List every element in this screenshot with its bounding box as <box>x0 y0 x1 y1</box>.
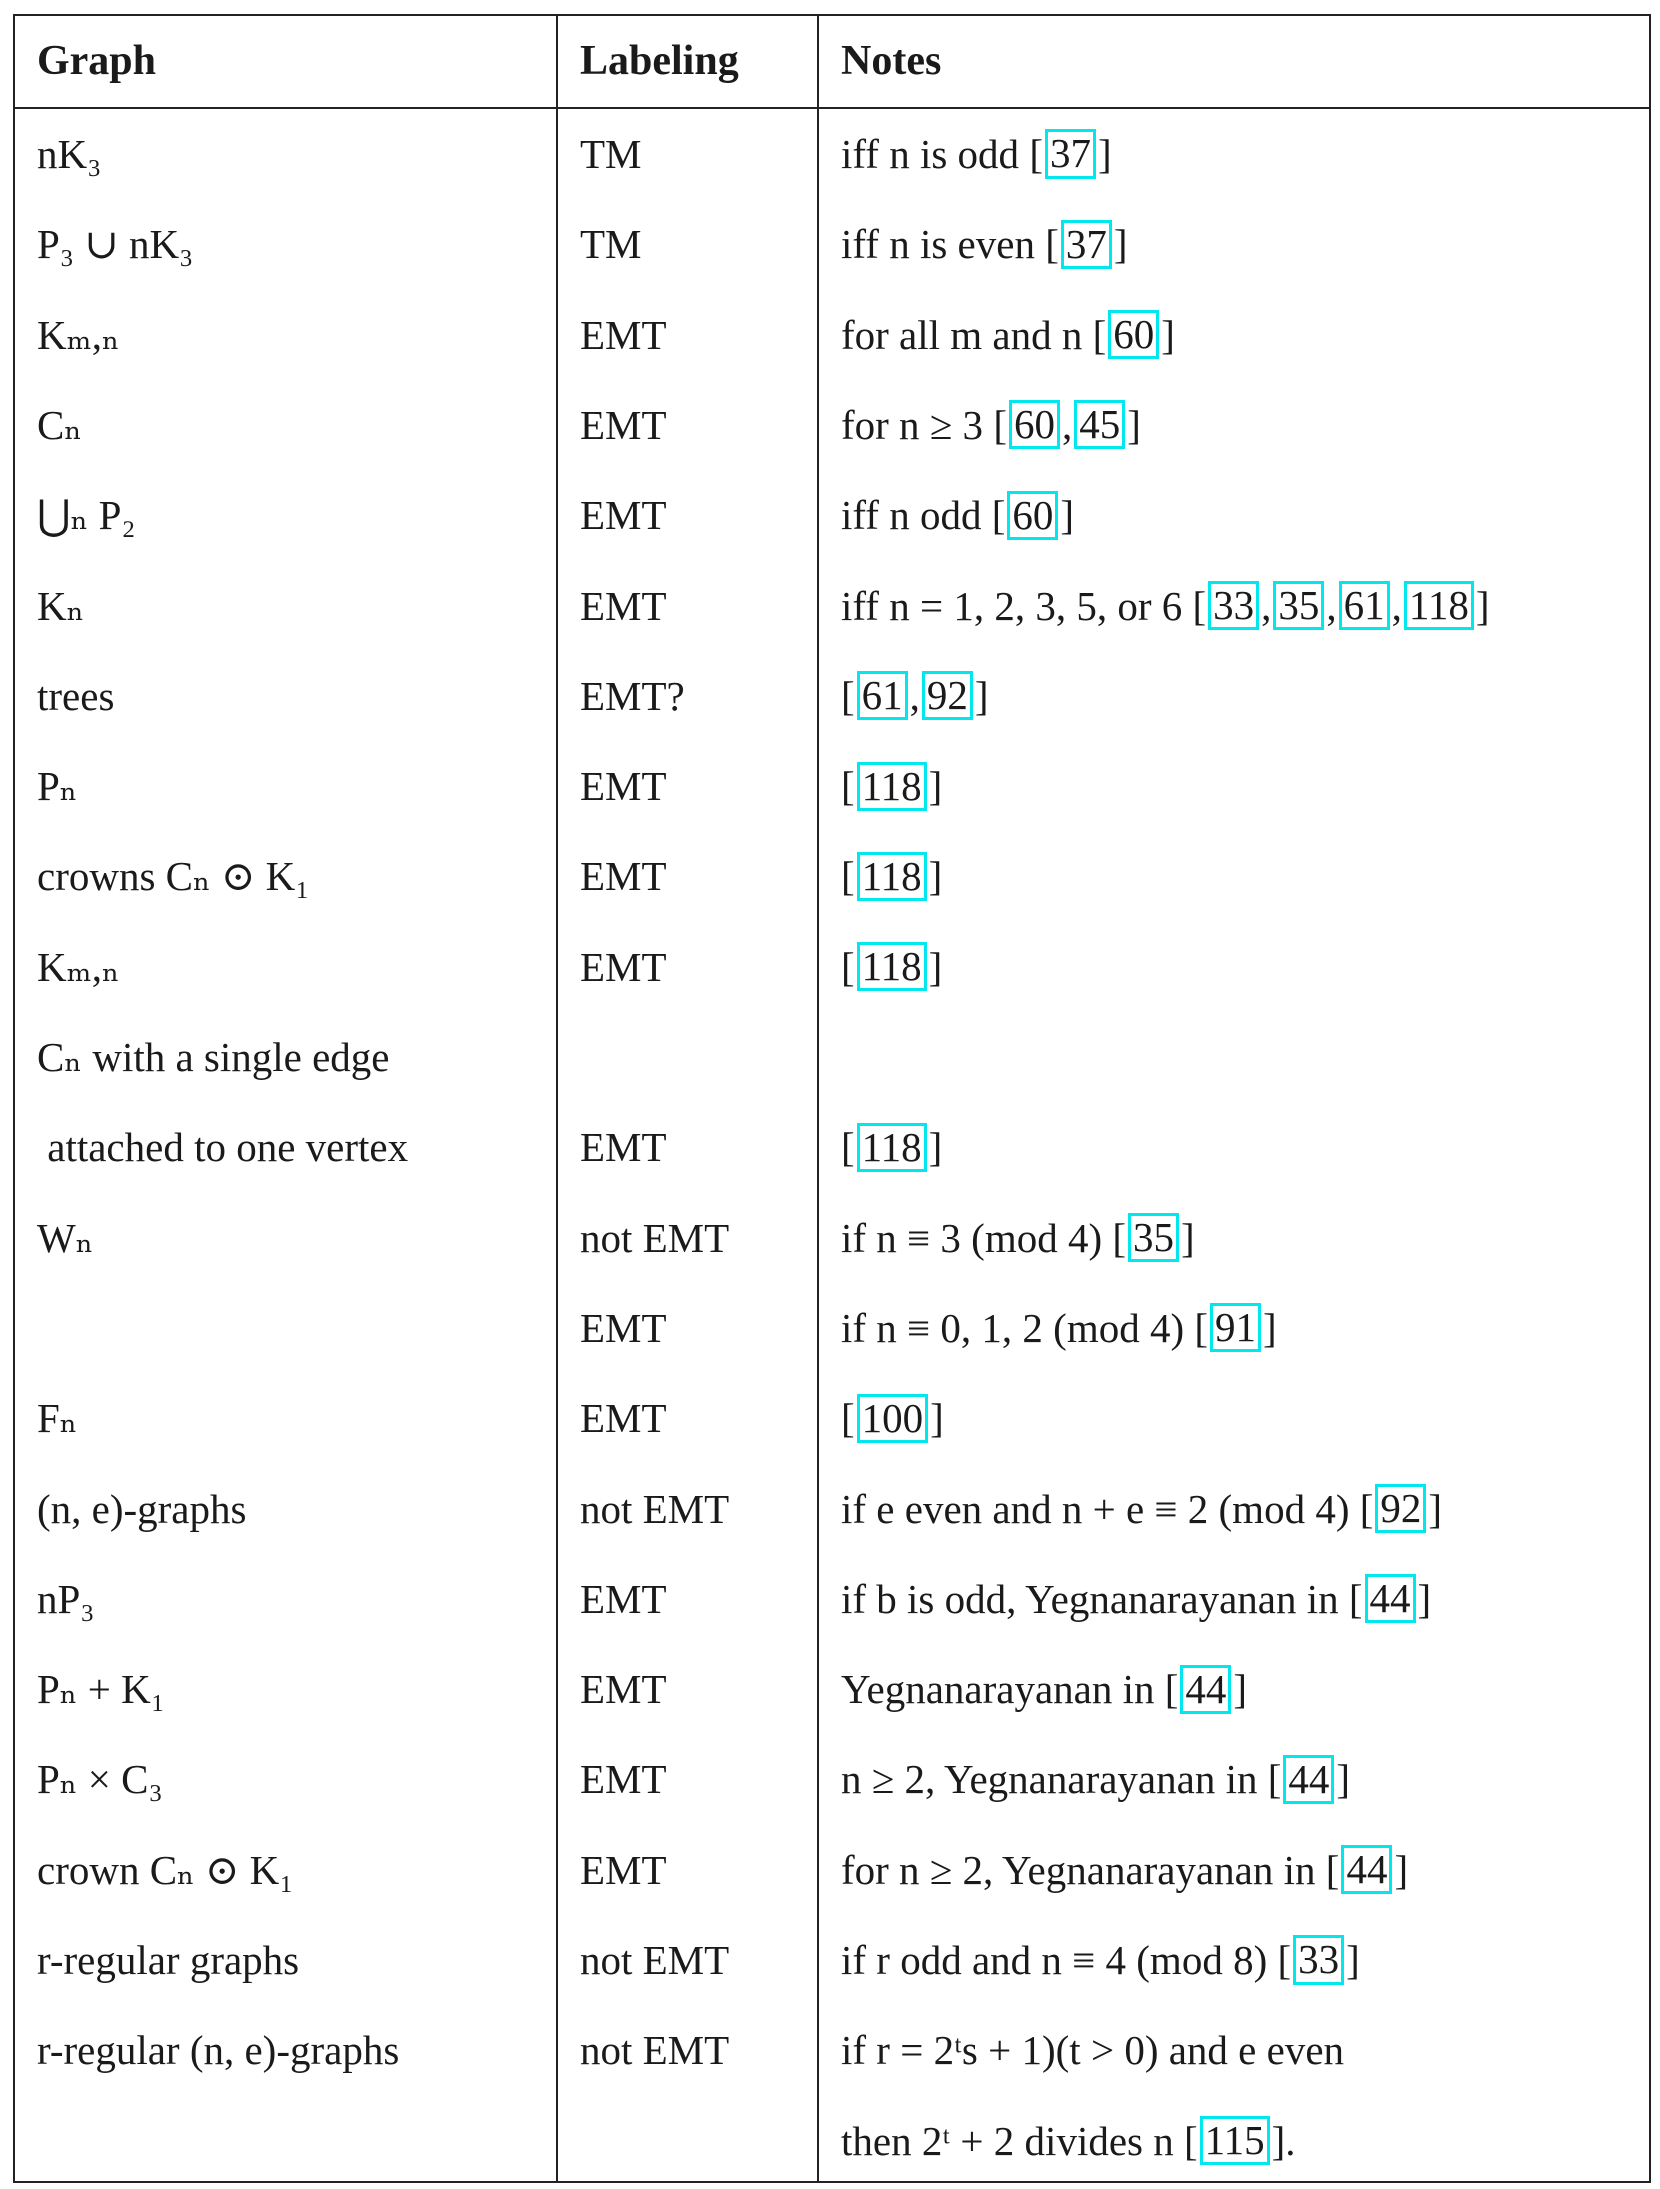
cell-graph: Cₙ <box>37 401 83 448</box>
cell-graph: ⋃ₙ P₂ <box>37 492 136 539</box>
note-text: if e even and n + e ≡ 2 (mod 4) <box>841 1485 1360 1532</box>
cell-graph: nK₃ <box>37 131 102 177</box>
citation-link[interactable]: 118 <box>857 852 927 901</box>
cell-graph: Fₙ <box>37 1395 78 1442</box>
cell-notes <box>841 1825 1641 1915</box>
note-text: for all m and n <box>841 311 1093 358</box>
cell-notes <box>841 470 1641 560</box>
bracket: [ <box>1359 1485 1374 1532</box>
bracket: [ <box>1348 1575 1363 1622</box>
bracket: ] <box>974 672 989 719</box>
separator: , <box>909 672 920 719</box>
bracket: ] <box>1271 2117 1286 2164</box>
bracket: [ <box>1164 1666 1179 1713</box>
note-text: if r odd and n ≡ 4 (mod 8) <box>841 1937 1278 1983</box>
bracket: [ <box>1184 2117 1198 2164</box>
citation-link[interactable]: 61 <box>1339 581 1390 630</box>
bracket: [ <box>1045 221 1059 268</box>
note-suffix: . <box>1285 2117 1296 2164</box>
cell-labeling: EMT <box>580 853 667 900</box>
bracket: ] <box>928 943 943 990</box>
bracket: ] <box>1417 1575 1432 1622</box>
cell-notes <box>841 290 1641 380</box>
note-text: if n ≡ 3 (mod 4) <box>841 1214 1113 1261</box>
table-row <box>15 922 1649 1012</box>
table-row <box>15 2005 1649 2095</box>
table-row <box>15 651 1649 741</box>
bracket: ] <box>928 853 943 900</box>
cell-graph: attached to one vertex <box>37 1124 409 1171</box>
note-text: n ≥ 2, Yegnanarayanan in <box>841 1756 1268 1803</box>
cell-labeling: TM <box>580 131 642 177</box>
note-text: Yegnanarayanan in <box>841 1666 1165 1713</box>
note-text: if b is odd, Yegnanarayanan in <box>841 1575 1349 1622</box>
note-text: iff n is even <box>841 221 1046 268</box>
table-row <box>15 1644 1649 1734</box>
citation-link[interactable]: 44 <box>1365 1574 1416 1623</box>
table-row <box>15 380 1649 470</box>
note-text: iff n = 1, 2, 3, 5, or 6 <box>841 582 1193 629</box>
bracket: [ <box>1029 131 1043 177</box>
citation-link[interactable]: 118 <box>1404 581 1474 630</box>
bracket: [ <box>1267 1756 1282 1803</box>
cell-labeling: EMT <box>580 1666 667 1713</box>
bracket: ] <box>1181 1214 1195 1261</box>
cell-notes <box>841 1644 1641 1734</box>
citation-link[interactable]: 92 <box>922 671 973 720</box>
cell-labeling: EMT <box>580 311 667 358</box>
cell-labeling: not EMT <box>580 1485 730 1532</box>
table-row <box>15 1464 1649 1554</box>
citation-link[interactable]: 35 <box>1128 1213 1179 1262</box>
note-text: iff n odd <box>841 492 992 539</box>
cell-graph: Cₙ with a single edge <box>37 1034 390 1080</box>
cell-graph: Kₘ,ₙ <box>37 311 120 358</box>
cell-labeling: EMT <box>580 1575 667 1622</box>
cell-graph: crown Cₙ ⊙ K₁ <box>37 1846 294 1893</box>
cell-labeling: EMT <box>580 1304 667 1351</box>
citation-link[interactable]: 100 <box>857 1394 929 1443</box>
citation-link[interactable]: 61 <box>857 671 908 720</box>
cell-notes <box>841 1193 1641 1283</box>
citation-link[interactable]: 37 <box>1061 220 1112 269</box>
cell-labeling: TM <box>580 221 642 268</box>
cell-labeling: not EMT <box>580 2027 730 2074</box>
citation-link[interactable]: 45 <box>1074 400 1125 449</box>
cell-notes <box>841 1102 1641 1192</box>
separator: , <box>1326 582 1337 629</box>
results-table <box>13 14 1651 2183</box>
bracket: [ <box>841 763 855 810</box>
bracket: ] <box>1097 131 1112 177</box>
cell-labeling: EMT <box>580 492 667 539</box>
citation-link[interactable]: 33 <box>1208 581 1259 630</box>
citation-link[interactable]: 37 <box>1045 129 1096 178</box>
table-row <box>15 199 1649 289</box>
citation-link[interactable]: 60 <box>1007 491 1058 540</box>
citation-link[interactable]: 92 <box>1375 1484 1426 1533</box>
cell-notes <box>841 109 1641 199</box>
cell-notes <box>841 1012 1641 1102</box>
cell-graph: nP₃ <box>37 1575 95 1622</box>
cell-labeling: not EMT <box>580 1937 730 1983</box>
citation-link[interactable]: 115 <box>1200 2116 1270 2165</box>
header-graph: Graph <box>37 38 157 84</box>
cell-graph: Kₙ <box>37 582 85 629</box>
citation-link[interactable]: 118 <box>857 1123 927 1172</box>
bracket: ] <box>1428 1485 1443 1532</box>
cell-notes <box>841 1734 1641 1824</box>
bracket: [ <box>1112 1214 1127 1261</box>
note-text: then 2ᵗ + 2 divides n <box>841 2117 1184 2164</box>
bracket: ] <box>1113 221 1128 268</box>
table-row <box>15 2096 1649 2186</box>
bracket: ] <box>1394 1846 1409 1893</box>
bracket: [ <box>841 1124 855 1171</box>
cell-graph: r-regular graphs <box>37 1937 300 1983</box>
table-row <box>15 1102 1649 1192</box>
bracket: [ <box>993 401 1007 448</box>
cell-graph <box>37 1283 557 1373</box>
citation-link[interactable]: 118 <box>857 762 927 811</box>
table-row <box>15 290 1649 380</box>
bracket: ] <box>1475 582 1490 629</box>
note-text: if n ≡ 0, 1, 2 (mod 4) <box>841 1304 1195 1351</box>
bracket: ] <box>928 1124 943 1171</box>
cell-notes <box>841 1283 1641 1373</box>
cell-labeling: EMT <box>580 1395 667 1442</box>
cell-notes <box>841 1373 1641 1463</box>
cell-notes <box>841 199 1641 289</box>
table-row <box>15 1825 1649 1915</box>
cell-notes <box>841 1915 1641 2005</box>
cell-graph: trees <box>37 672 115 719</box>
bracket: [ <box>1277 1937 1292 1983</box>
bracket: [ <box>841 943 855 990</box>
bracket: [ <box>841 672 855 719</box>
citation-link[interactable]: 35 <box>1273 581 1324 630</box>
table-row <box>15 1373 1649 1463</box>
citation-link[interactable]: 44 <box>1341 1845 1392 1894</box>
bracket: ] <box>1233 1666 1248 1713</box>
citation-link[interactable]: 33 <box>1293 1935 1344 1984</box>
cell-labeling: EMT <box>580 1756 667 1803</box>
cell-labeling: EMT <box>580 582 667 629</box>
cell-graph: Kₘ,ₙ <box>37 943 120 990</box>
cell-labeling: not EMT <box>580 1214 730 1261</box>
table-row <box>15 109 1649 199</box>
bracket: [ <box>991 492 1006 539</box>
table-row <box>15 470 1649 560</box>
bracket: [ <box>1192 582 1207 629</box>
bracket: ] <box>930 1395 944 1442</box>
bracket: [ <box>1325 1846 1340 1893</box>
cell-graph: P₃ ∪ nK₃ <box>37 221 194 268</box>
cell-notes <box>841 380 1641 470</box>
table-row <box>15 1915 1649 2005</box>
bracket: ] <box>1161 311 1175 358</box>
cell-labeling: EMT <box>580 1846 667 1893</box>
citation-link[interactable]: 118 <box>857 942 927 991</box>
table-row <box>15 741 1649 831</box>
cell-graph: Pₙ + K₁ <box>37 1666 166 1713</box>
separator: , <box>1391 582 1402 629</box>
bracket: [ <box>841 1395 855 1442</box>
citation-link[interactable]: 44 <box>1180 1665 1231 1714</box>
cell-notes <box>841 831 1641 921</box>
separator: , <box>1261 582 1272 629</box>
cell-notes <box>841 741 1641 831</box>
note-text: iff n is odd <box>841 131 1030 177</box>
cell-notes <box>841 2005 1641 2095</box>
cell-labeling <box>580 1012 820 1102</box>
bracket: ] <box>1127 401 1141 448</box>
bracket: ] <box>1263 1304 1277 1351</box>
table-row <box>15 831 1649 921</box>
separator: , <box>1061 401 1073 448</box>
cell-graph: Pₙ <box>37 763 78 810</box>
citation-link[interactable]: 60 <box>1108 310 1159 359</box>
table-header <box>15 16 1649 106</box>
bracket: [ <box>1092 311 1107 358</box>
cell-labeling: EMT <box>580 1124 667 1171</box>
bracket: ] <box>1336 1756 1351 1803</box>
note-text: if r = 2ᵗs + 1)(t > 0) and e even <box>841 2027 1345 2074</box>
bracket: ] <box>928 763 943 810</box>
cell-notes <box>841 561 1641 651</box>
table-row <box>15 1283 1649 1373</box>
cell-graph: (n, e)-graphs <box>37 1485 247 1532</box>
cell-graph: crowns Cₙ ⊙ K₁ <box>37 853 310 900</box>
cell-labeling: EMT <box>580 401 667 448</box>
citation-link[interactable]: 91 <box>1210 1303 1261 1352</box>
cell-graph: r-regular (n, e)-graphs <box>37 2027 400 2074</box>
table-row <box>15 1734 1649 1824</box>
cell-graph: Pₙ × C₃ <box>37 1756 163 1803</box>
cell-notes <box>841 1554 1641 1644</box>
table-row <box>15 561 1649 651</box>
bracket: [ <box>841 853 855 900</box>
cell-labeling: EMT? <box>580 672 685 719</box>
table-row <box>15 1012 1649 1102</box>
citation-link[interactable]: 44 <box>1283 1755 1334 1804</box>
cell-graph <box>37 2096 557 2186</box>
note-text: for n ≥ 3 <box>841 401 994 448</box>
cell-labeling <box>580 2096 820 2186</box>
header-labeling: Labeling <box>580 38 739 84</box>
cell-notes <box>841 651 1641 741</box>
cell-notes <box>841 1464 1641 1554</box>
citation-link[interactable]: 60 <box>1009 400 1060 449</box>
cell-labeling: EMT <box>580 763 667 810</box>
table-row <box>15 1554 1649 1644</box>
cell-notes <box>841 2096 1641 2186</box>
table-row <box>15 1193 1649 1283</box>
note-text: for n ≥ 2, Yegnanarayanan in <box>841 1846 1326 1893</box>
cell-labeling: EMT <box>580 943 667 990</box>
cell-graph: Wₙ <box>37 1214 94 1261</box>
cell-notes <box>841 922 1641 1012</box>
bracket: ] <box>1346 1937 1360 1983</box>
header-notes: Notes <box>841 38 942 84</box>
bracket: ] <box>1060 492 1075 539</box>
bracket: [ <box>1194 1304 1209 1351</box>
